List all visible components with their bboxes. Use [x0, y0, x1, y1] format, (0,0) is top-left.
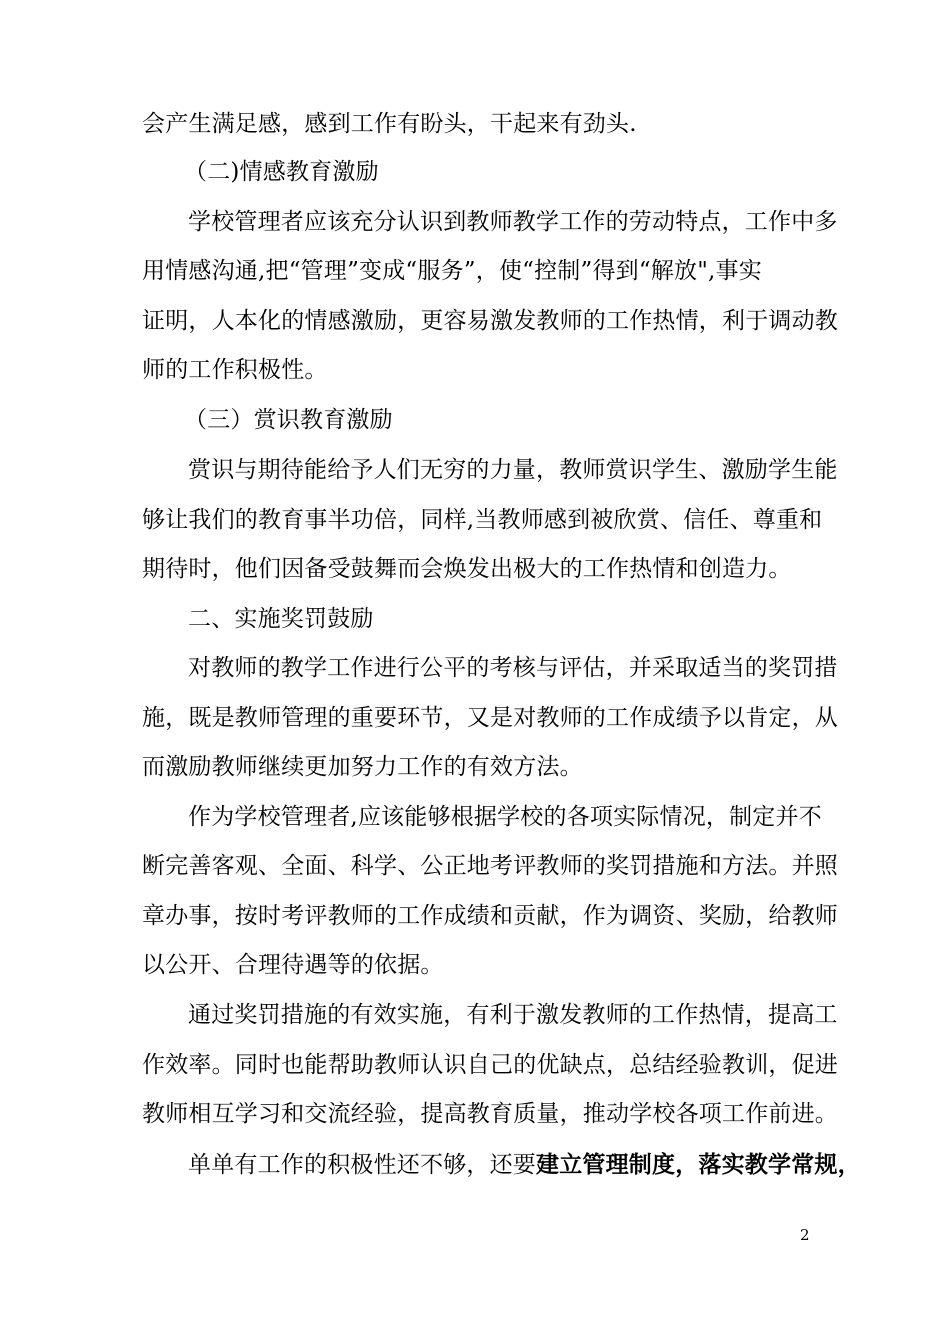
paragraph-line: 作效率。同时也能帮助教师认识自己的优缺点，总结经验教训，促进 [142, 1052, 838, 1078]
section-heading: （三）赏识教育激励 [184, 407, 393, 433]
paragraph-line: 够让我们的教育事半功倍，同样,当教师感到被欣赏、信任、尊重和 [142, 507, 823, 533]
section-heading: （二)情感教育激励 [184, 159, 379, 185]
paragraph-line: 学校管理者应该充分认识到教师教学工作的劳动特点，工作中多 [188, 209, 838, 235]
paragraph-line: 施，既是教师管理的重要环节，又是对教师的工作成绩予以肯定，从 [142, 705, 838, 731]
emphasized-text: 建立管理制度，落实教学常规， [536, 1151, 861, 1178]
paragraph-text: 单单有工作的积极性还不够，还要 [188, 1152, 536, 1178]
paragraph-line: 期待时，他们因备受鼓舞而会焕发出极大的工作热情和创造力。 [142, 556, 792, 582]
section-heading: 二、实施奖罚鼓励 [188, 606, 374, 632]
paragraph-line: 章办事，按时考评教师的工作成绩和贡献，作为调资、奖励，给教师 [142, 903, 838, 929]
page-number: 2 [800, 1226, 810, 1244]
paragraph-line: 师的工作积极性。 [142, 357, 328, 383]
paragraph-line: 证明，人本化的情感激励，更容易激发教师的工作热情，利于调动教 [142, 308, 838, 334]
paragraph-line: 教师相互学习和交流经验，提高教育质量，推动学校各项工作前进。 [142, 1101, 838, 1127]
paragraph-line: 赏识与期待能给予人们无穷的力量，教师赏识学生、激励学生能 [188, 457, 838, 483]
paragraph-line [188, 1150, 861, 1180]
paragraph-line: 通过奖罚措施的有效实施，有利于激发教师的工作热情，提高工 [188, 1002, 838, 1028]
paragraph-line: 作为学校管理者,应该能够根据学校的各项实际情况，制定并不 [188, 804, 822, 830]
paragraph-line: 用情感沟通,把“管理”变成“服务”，使“控制”得到“解放",事实 [142, 258, 762, 284]
paragraph-line: 会产生满足感，感到工作有盼头，干起来有劲头. [142, 111, 637, 137]
paragraph-line: 以公开、合理待遇等的依据。 [142, 952, 444, 978]
paragraph-line: 而激励教师继续更加努力工作的有效方法。 [142, 754, 583, 780]
paragraph-line: 对教师的教学工作进行公平的考核与评估，并采取适当的奖罚措 [188, 655, 838, 681]
paragraph-line: 断完善客观、全面、科学、公正地考评教师的奖罚措施和方法。并照 [142, 853, 838, 879]
